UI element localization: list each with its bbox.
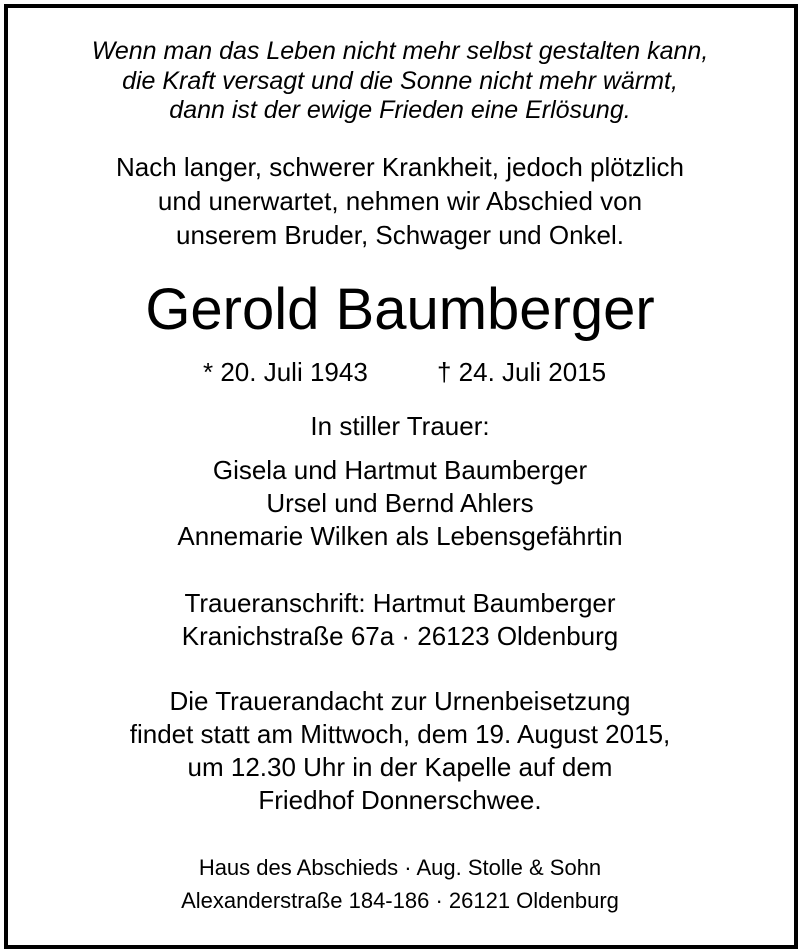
motto-line-3: dann ist der ewige Frieden eine Erlösung. — [169, 96, 631, 124]
service-line-3: um 12.30 Uhr in der Kapelle auf dem — [187, 752, 613, 782]
death-date: † 24. Juli 2015 — [437, 357, 607, 387]
service-line-2: findet statt am Mittwoch, dem 19. August 2015, — [129, 719, 671, 749]
funeral-home-line-1: Haus des Abschieds · Aug. Stolle & Sohn — [198, 855, 602, 880]
address-line-2: Kranichstraße 67a · 26123 Oldenburg — [181, 621, 619, 651]
intro-line-2: und unerwartet, nehmen wir Abschied von — [157, 186, 643, 216]
life-dates — [0, 357, 800, 389]
deceased-name: Gerold Baumberger — [145, 277, 655, 342]
motto-line-1: Wenn man das Leben nicht mehr selbst gestalten kann, — [91, 37, 709, 65]
mourner-3: Annemarie Wilken als Lebensgefährtin — [177, 521, 623, 551]
funeral-home-line-2: Alexanderstraße 184-186 · 26121 Oldenburg — [181, 888, 619, 913]
service-line-1: Die Trauerandacht zur Urnenbeisetzung — [169, 686, 631, 716]
mourning-heading: In stiller Trauer: — [310, 411, 490, 441]
address-line-1: Traueranschrift: Hartmut Baumberger — [184, 588, 616, 618]
mourner-2: Ursel und Bernd Ahlers — [266, 488, 534, 518]
mourner-1: Gisela und Hartmut Baumberger — [212, 455, 588, 485]
intro-line-3: unserem Bruder, Schwager und Onkel. — [175, 220, 625, 250]
motto-line-2: die Kraft versagt und die Sonne nicht mehr wärmt, — [122, 67, 678, 95]
intro-line-1: Nach langer, schwerer Krankheit, jedoch plötzlich — [116, 152, 684, 182]
service-line-4: Friedhof Donnerschwee. — [258, 785, 542, 815]
birth-date: * 20. Juli 1943 — [203, 357, 368, 387]
